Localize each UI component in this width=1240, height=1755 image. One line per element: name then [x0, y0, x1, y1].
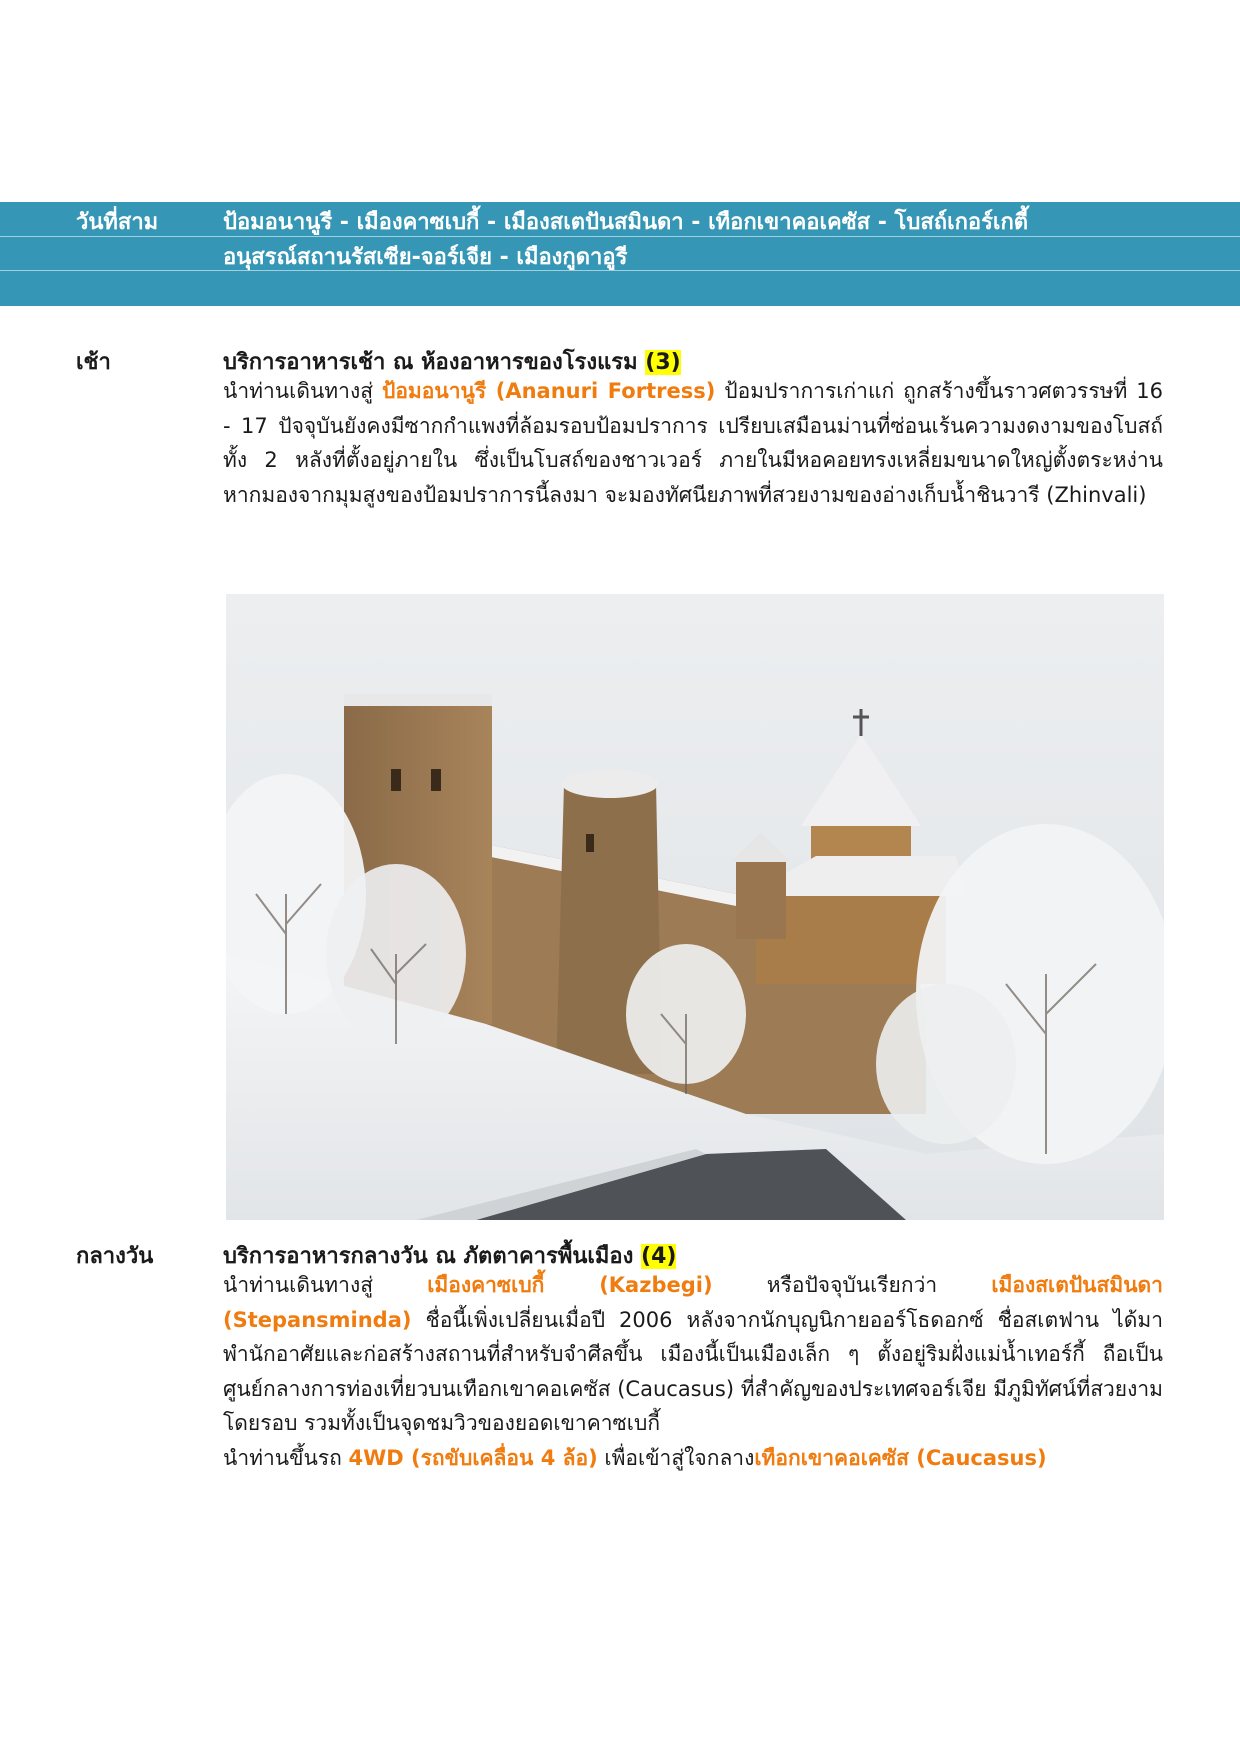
- midday-label: กลางวัน: [76, 1244, 154, 1269]
- day-title-line2: อนุสรณ์สถานรัสเซีย-จอร์เจีย - เมืองกูดาอูรี: [223, 245, 628, 270]
- morning-paragraph: [223, 374, 1163, 512]
- vehicle-4wd: 4WD (รถขับเคลื่อน 4 ล้อ): [348, 1445, 598, 1470]
- midday-intro: นำท่านเดินทางสู่: [223, 1273, 374, 1297]
- morning-label: เช้า: [76, 350, 111, 375]
- morning-meal-text: บริการอาหารเช้า ณ ห้องอาหารของโรงแรม: [223, 350, 638, 375]
- kazbegi-place-name: เมืองคาซเบกี้ (Kazbegi): [427, 1273, 713, 1297]
- vehicle-mid-text: เพื่อเข้าสู่ใจกลาง: [604, 1445, 755, 1470]
- day-title-line1: ป้อมอนานูรี - เมืองคาซเบกี้ - เมืองสเตปันสมินดา - เทือกเขาคอเคซัส - โบสถ์เกอร์เกตี้: [223, 210, 1029, 235]
- ananuri-place-name: ป้อมอนานูรี (Ananuri Fortress): [381, 379, 716, 403]
- midday-mid-text: หรือปัจจุบันเรียกว่า: [766, 1273, 938, 1297]
- midday-paragraph: [223, 1268, 1163, 1476]
- stepansminda-place-name: เมืองสเตปันสมินดา (Stepansminda): [223, 1273, 1163, 1332]
- morning-meal-number: (3): [645, 350, 681, 375]
- vehicle-intro: นำท่านขึ้นรถ: [223, 1445, 342, 1470]
- day-label: วันที่สาม: [76, 210, 159, 235]
- ananuri-fortress-photo: [226, 594, 1164, 1220]
- morning-description: ป้อมปราการเก่าแก่ ถูกสร้างขึ้นราวศตวรรษที่ 16 - 17 ปัจจุบันยังคงมีซากกำแพงที่ล้อมรอบป้อมปราการ เปรียบเสมือนม่านที่ซ่อนเร้นความงดงามของโบสถ์ ทั้ง 2 หลังที่ตั้งอยู่ภายใน ซึ่งเป็นโบสถ์ของชาวเวอร์ ภายในมีหอคอยทรงเหลี่ยมขนาดใหญ่ตั้งตระหง่าน หากมองจากมุมสูงของป้อมปราการนี้ลงมา จะมองทัศนียภาพที่สวยงามของอ่างเก็บน้ำชินวารี (Zhinvali): [223, 379, 1163, 507]
- morning-intro: นำท่านเดินทางสู่: [223, 379, 374, 403]
- caucasus-place-name: เทือกเขาคอเคซัส (Caucasus): [754, 1445, 1047, 1470]
- midday-meal-text: บริการอาหารกลางวัน ณ ภัตตาคารพื้นเมือง: [223, 1244, 634, 1269]
- midday-meal-number: (4): [641, 1244, 677, 1269]
- midday-description: ชื่อนี้เพิ่งเปลี่ยนเมื่อปี 2006 หลังจากนักบุญนิกายออร์โธดอกซ์ ชื่อสเตฟาน ได้มาพำนักอาศัยและก่อสร้างสถานที่สำหรับจำศีลขึ้น เมืองนี้เป็นเมืองเล็ก ๆ ตั้งอยู่ริมฝั่งแม่น้ำเทอร์กี้ ถือเป็นศูนย์กลางการท่องเที่ยวบนเทือกเขาคอเคซัส (Caucasus) ที่สำคัญของประเทศจอร์เจีย มีภูมิทัศน์ที่สวยงามโดยรอบ รวมทั้งเป็นจุดชมวิวของยอดเขาคาซเบกี้: [223, 1307, 1163, 1436]
